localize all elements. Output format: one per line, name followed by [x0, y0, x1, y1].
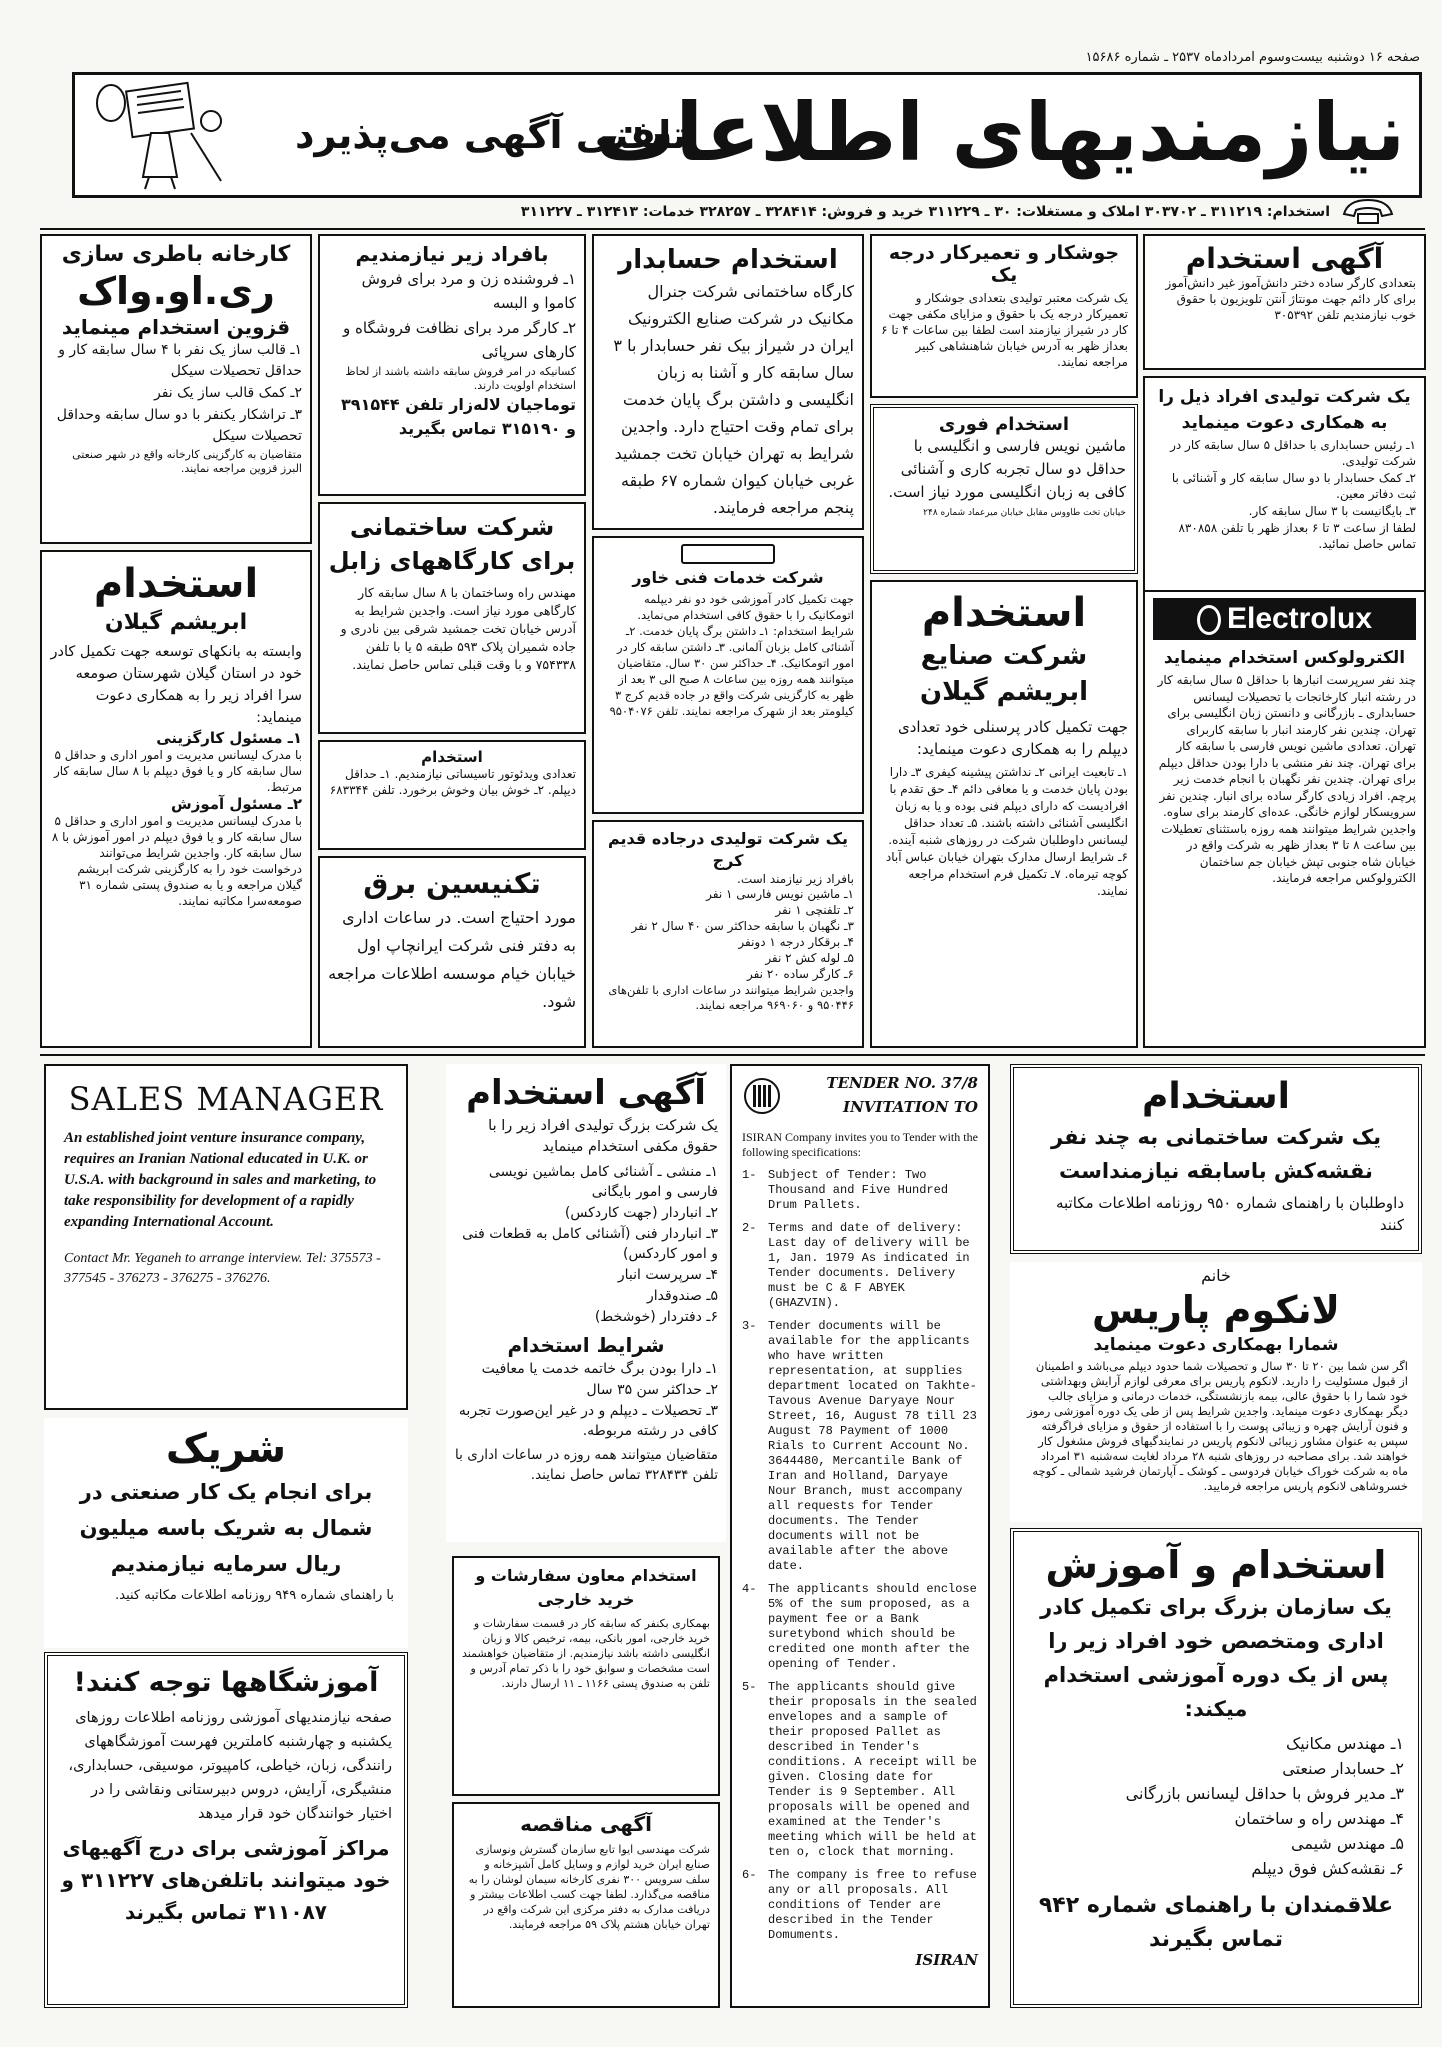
list-item: ۶ـ نقشه‌کش فوق دیپلم — [1251, 1859, 1404, 1878]
ad-footer: متقاضیان به کارگزینی کارخانه واقع در شهر صنعتی البرز قزوین مراجعه نمایند. — [72, 448, 302, 475]
ad-footer: متقاضیان میتوانند همه روزه در ساعات اداری با تلفن ۳۲۸۴۳۴ تماس حاصل نمایند. — [455, 1447, 718, 1483]
ad-body: برای انجام یک کار صنعتی در شمال به شریک باسه میلیون ریال سرمایه نیازمندیم — [79, 1480, 373, 1576]
ad-body: مهندس راه وساختمان با ۸ سال سابقه کار کارگاهی مورد نیاز است. واجدین شرایط به آدرس خیابان تخت جمشید شرقی بین نادری و جاده شمیران پلاک ۵۹۳ طبقه ۵ یا با تلفن ۷۵۴۳۳۸ و با وقت قبلی تماس حاصل نمایند. — [340, 585, 576, 672]
newspaper-reader-illustration — [91, 81, 231, 193]
tender-signature: ISIRAN — [915, 1951, 978, 1969]
tender-item — [742, 1221, 978, 1311]
item-number: 4- — [742, 1582, 757, 1596]
list-item: ۱ـ مهندس مکانیک — [1285, 1734, 1404, 1753]
list-item: ۵ـ لوله کش ۲ نفر — [765, 951, 854, 965]
item-text: The company is free to refuse any or all proposals. All conditions of Tender are described in the Tender Domuments. — [768, 1868, 977, 1942]
ad-address: خیابان تخت طاووس مقابل خیابان میرعماد شماره ۲۴۸ — [923, 508, 1126, 518]
ad-contact: Contact Mr. Yeganeh to arrange interview. Tel: 375573 - 377545 - 376273 - 376275 - 376276. — [64, 1251, 381, 1286]
ad-body: یک شرکت ساختمانی به چند نفر نقشه‌کش باسابقه نیازمنداست — [1051, 1125, 1381, 1183]
ad-title: شریک — [165, 1426, 287, 1472]
list-item: ۴ـ مهندس راه و ساختمان — [1234, 1809, 1404, 1828]
item-text: Tender documents will be available for the applicants who have written representation, at supplies department located on Takhte-Tavous Avenue Daryaye Nour Street, 16, August 78 till 23 August 78 Payment of 1000 Rials to Current Account No. 3644480, Mercantile Bank of Iran and Holland, Daryaye Nour Branch, must accompany all requests for Tender documents. The Tender documents will not be available after the above date. — [768, 1319, 977, 1573]
ad-estekhdam-amoozesh — [1010, 1528, 1422, 2008]
ad-title: تکنیسین برق — [363, 867, 541, 900]
ad-amoozeshgah — [44, 1652, 408, 2008]
ad-sharik — [44, 1418, 408, 1648]
ad-tolidi — [1143, 376, 1426, 614]
tender-item — [742, 1868, 978, 1943]
ad-intro: یک شرکت بزرگ تولیدی افراد زیر را با حقوق مکفی استخدام مینماید — [488, 1118, 718, 1155]
khavar-logo-icon — [681, 544, 775, 564]
list-item: با مدرک لیسانس مدیریت و امور اداری و حداقل ۵ سال سابقه کار و یا فوق دیپلم با ۸ سال سابقه کار مرتبط. — [53, 748, 302, 794]
ad-barq — [318, 856, 586, 1048]
ad-title: استخدام — [93, 561, 259, 607]
ad-intro: وابسته به بانکهای توسعه جهت تکمیل کادر خود در استان گیلان شهرستان صومعه سرا افراد زیر را به همکاری دعوت مینماید: — [50, 644, 302, 726]
list-item: ۲ـ انباردار (جهت کاردکس) — [564, 1205, 718, 1221]
ad-body: شرکت مهندسی ایوا تابع سازمان گسترش ونوسازی صنایع ایران خرید لوازم و وسایل کامل آشپزخانه و سلف سرویس ۳۰۰ نفری کارخانه سیمان لوشان را به مناقصه می‌گذارد. لطفا جهت کسب اطلاعات بیشتر و دریافت مدارک به دفتر مرکزی این شرکت واقع در تهران خیابان هشتم پلاک ۵۹ مراجعه فرمایند. — [468, 1843, 710, 1931]
ad-title: استخدام — [1142, 1076, 1290, 1117]
list-item: ۶ـ کارگر ساده ۲۰ نفر — [746, 967, 854, 981]
list-item: ۲ـ کمک قالب ساز یک نفر — [153, 385, 302, 401]
ad-body: ماشین نویس فارسی و انگلیسی با حداقل دو سال تجربه کاری و آشنائی کافی به زبان انگلیسی مورد نیاز است. — [888, 437, 1126, 501]
ad-title: آگهی استخدام — [466, 1073, 706, 1113]
ad-body: اگر سن شما بین ۲۰ تا ۳۰ سال و تحصیلات شما حدود دیپلم می‌باشد و اطمینان از قبول مسئولیت را دارید. لانکوم پاریس برای معرفی لوازم آرایش وبهداشتی خود شما را با حقوق عالی، بیمه بازنشستگی، خدمات درمانی و مزایای جالب دیگر بهمکاری دعوت مینماید. واجدین شرایط پس از طی یک دوره آموزشی رموز و فنون آرایش چهره و زیبائی پوست را با استفاده از حقوق و مزایای فراگرفته سپس به عنوان مشاور زیبائی لانکوم پاریس در نمایندگیهای فروش مشغول کار خواهند شد. برای مصاحبه در روزهای شنبه ۲۸ مرداد لغایت سه‌شنبه ۳۱ امرداد ماه به شرکت خوراک خیابان فردوسی ـ کوشک ـ آپارتمان فرشید شمالی ـ کوچه خسروشاهی لانکوم پاریس مراجعه فرمایید. — [1027, 1359, 1408, 1493]
ad-title: کارخانه باطری سازی — [61, 242, 291, 267]
ad-ibrisham-gilan — [870, 580, 1138, 1048]
ad-intro: یک سازمان بزرگ برای تکمیل کادر اداری ومتخصص خود افراد زیر را پس از یک دوره آموزشی استخدام میکند: — [1040, 1595, 1392, 1721]
ad-tolidi-karaj — [592, 820, 864, 1048]
ad-body: بتعدادی کارگر ساده دختر دانش‌آموز غیر دانش‌آموز برای کار دائم جهت مونتاژ آنتن تلویزیون با حقوق خوب نیازمندیم تلفن ۳۰۵۳۹۲ — [1165, 276, 1416, 322]
list-item: ۴ـ برقکار درجه ۱ دونفر — [738, 935, 854, 949]
ad-title: یک شرکت تولیدی افراد ذیل را به همکاری دعوت مینماید — [1158, 387, 1411, 433]
masthead-subtitle: تلفنی آگهی می‌پذیرد — [295, 113, 687, 157]
ad-title: استخدام — [421, 748, 483, 766]
ad-body: صفحه نیازمندیهای آموزشی روزنامه اطلاعات روزهای یکشنبه و چهارشنبه کاملترین فهرست آموزشگاههای رانندگی، زبان، خیاطی، کامپیوتر، موسیقی، حسابداری، منشیگری، آرایش، دروس دبیرستانی ونقاشی را در اختیار خوانندگان خود قرار میدهد — [68, 1710, 392, 1822]
ad-video — [318, 740, 586, 850]
tender-item — [742, 1582, 978, 1672]
ad-khadamat-khavar — [592, 536, 864, 814]
item-text: The applicants should give their proposals in the sealed envelopes and a sample of their proposed Pallet as described in Tender's conditions. A receipt will be given. Closing date for Tender is 9 September. All proposals will be opened and examined at the Tender's meeting which will be held at ten o, clock that morning. — [768, 1680, 977, 1859]
section-title: شرایط استخدام — [507, 1333, 665, 1357]
ad-title: استخدام معاون سفارشات و خرید خارجی — [475, 1566, 697, 1609]
ad-title: آگهی استخدام — [1185, 242, 1384, 275]
ad-footer: واجدین شرایط میتوانند در ساعات اداری با تلفن‌های ۹۵۰۴۴۶ و ۹۶۹۰۶۰ مراجعه نمایند. — [608, 983, 854, 1012]
list-item: ۳ـ مدیر فروش با حداقل لیسانس بازرگانی — [1125, 1784, 1404, 1803]
isiran-logo-icon — [742, 1076, 782, 1116]
list-item: ۱ـ مسئول کارگزینی — [156, 729, 302, 747]
ad-footer: داوطلبان با راهنمای شماره ۹۵۰ روزنامه اطلاعات مکاتبه کنند — [1055, 1194, 1404, 1234]
ad-agahi-estekhdam — [1143, 234, 1426, 370]
list-item: ۳ـ بایگانیست با ۳ سال سابقه کار. — [1248, 504, 1416, 518]
ad-title: استخدام فوری — [938, 414, 1070, 435]
ad-title: SALES MANAGER — [68, 1080, 384, 1118]
ad-moaven — [452, 1556, 720, 1796]
tender-intro: ISIRAN Company invites you to Tender with the following specifications: — [742, 1130, 978, 1159]
masthead — [72, 72, 1422, 198]
list-item: ۳ـ تراشکار یکنفر با دو سال سابقه وحداقل تحصیلات سیکل — [56, 407, 302, 444]
ad-body: چند نفر سرپرست انبارها با حداقل ۵ سال سابقه کار در رشته انبار کارخانجات با تحصیلات لیسانس حسابداری ـ بازرگانی و دانستن زبان انگلیسی برای تهران. چندین نفر کارمند انبار با سابقه کاربرای تهران. تعدادی ماشین نویس فارسی با سابقه کار برای تهران. چند نفر منشی با دارا بودن حداقل دیپلم برای تهران. چندین نفر نگهبان با انجام خدمت زیر پرچم. افراد زیادی کارگر ساده برای انبار. چندین نفر سرویسکار لوازم خانگی. عده‌ای کارمند برای ساوه. واجدین شرایط میتوانند همه روزه باستثنای تعطیلات بین ساعت ۸ تا ۳ بعداز ظهر به شرکت واقع در خیابان شاه جنوبی تپش خیابان جم ساختمان الکترولوکس مراجعه فرمایند. — [1157, 673, 1416, 885]
ad-note: کسانیکه در امر فروش سابقه داشته باشند از لحاظ استخدام اولویت دارند. — [345, 365, 576, 392]
ad-body: ۱ـ تابعیت ایرانی ۲ـ نداشتن پیشینه کیفری ۳ـ دارا بودن پایان خدمت و یا معافی دائم ۴ـ حق تقدم با افرادیست که دارای دیپلم فنی بوده و یا به زبان انگلیسی آشنائی داشته باشند. ۵ـ تعداد حداقل لیسانس داوطلبان شرکت در روزهای شنبه آینده. ۶ـ شرایط ارسال مدارک بتهران خیابان عباس آباد کوچه تیرماه. ۷ـ تکمیل فرم استخدام مراجعه نمایند. — [885, 765, 1128, 898]
top-rule — [40, 228, 1425, 230]
ad-sales-manager — [44, 1064, 408, 1410]
ad-gilan — [40, 550, 312, 1048]
brand-name: Electrolux — [1226, 602, 1373, 635]
list-item: ۲ـ کمک حسابدار با دو سال سابقه کار و آشنائی با ثبت دفاتر معین. — [1171, 471, 1416, 501]
masthead-title: نیازمندیهای اطلاعات — [595, 86, 1405, 179]
ad-title: لانکوم پاریس — [1092, 1288, 1340, 1332]
ad-footer: با راهنمای شماره ۹۴۹ روزنامه اطلاعات مکاتبه کنید. — [115, 1588, 394, 1603]
ad-contact: توماجیان لاله‌زار تلفن ۳۹۱۵۴۴ و ۳۱۵۱۹۰ تماس بگیرید — [341, 395, 576, 438]
ad-tender — [730, 1064, 990, 2008]
ad-footer: علاقمندان با راهنمای شماره ۹۴۲ تماس بگیرند — [1038, 1893, 1394, 1952]
phone-icon — [1340, 196, 1396, 226]
electrolux-logo — [1153, 598, 1416, 640]
ad-body: مورد احتیاج است. در ساعات اداری به دفتر فنی شرکت ایرانچاپ اول خیابان خیام موسسه اطلاعات مراجعه شود. — [328, 908, 576, 1011]
tender-invitation: INVITATION TO — [843, 1098, 978, 1116]
ad-company: شرکت صنایع ابریشم گیلان — [919, 641, 1089, 707]
list-item: ۳ـ نگهبان با سابقه حداکثر سن ۴۰ سال ۲ نفر — [631, 919, 854, 933]
list-item: ۱ـ دارا بودن برگ خاتمه خدمت یا معافیت — [481, 1361, 718, 1377]
ad-electrolux — [1143, 590, 1426, 1048]
ad-company: ابریشم گیلان — [104, 610, 248, 635]
ad-body: کارگاه ساختمانی شرکت جنرال مکانیک در شرکت صنایع الکترونیک ایران در شیراز بیک نفر حسابدار با ۳ سال سابقه کار و آشنا به زبان انگلیسی و داشتن برگ پایان خدمت برای تمام وقت احتیاج دارد. واجدین شرایط به تهران خیابان تخت جمشید غربی خیابان کیوان شماره ۶۷ طبقه پنجم مراجعه فرمایند. — [613, 282, 854, 517]
electrolux-logo-icon — [1197, 605, 1221, 635]
list-item: ۳ـ انباردار فنی (آشنائی کامل به قطعات فنی و امور کاردکس) — [462, 1226, 718, 1262]
item-text: Subject of Tender: Two Thousand and Five Hundred Drum Pallets. — [768, 1168, 949, 1212]
list-item: ۲ـ مسئول آموزش — [171, 795, 302, 813]
ad-intro: جهت تکمیل کادر پرسنلی خود تعدادی دیپلم را به همکاری دعوت مینماید: — [898, 718, 1128, 758]
ad-khanom: خانم — [1201, 1266, 1231, 1285]
item-number: 1- — [742, 1168, 757, 1182]
ad-title: جوشکار و تعمیرکار درجه یک — [888, 242, 1120, 286]
ad-subtitle: شمارا بهمکاری دعوت مینماید — [1093, 1335, 1339, 1355]
ad-zabol — [318, 502, 586, 734]
list-item: ۶ـ دفتردار (خوشخط) — [594, 1309, 718, 1325]
ad-agahi-big — [446, 1064, 726, 1542]
ad-title: آگهی مناقصه — [520, 1812, 652, 1836]
ad-intro: بافراد زیر نیازمند است. — [737, 872, 854, 886]
ad-title: شرکت خدمات فنی خاور — [632, 568, 824, 587]
ad-body: بهمکاری بکنفر که سابقه کار در قسمت سفارشات و خرید خارجی، امور بانکی، بیمه، ترخیص کالا و زبان انگلیسی داشته باشد نیازمندیم. از متقاضیان خواهشمند است مشخصات و سوابق خود را با ذکر تمام آدرس و تلفن به صندوق پستی ۱۱۶۶ ـ ۱۱ ارسال دارند. — [461, 1617, 710, 1690]
page-info: صفحه ۱۶ دوشنبه بیست‌وسوم امردادماه ۲۵۳۷ ـ شماره ۱۵۶۸۶ — [1085, 50, 1420, 65]
list-item: لطفا از ساعت ۳ تا ۶ بعداز ظهر با تلفن ۸۳۰۸۵۸ تماس حاصل نمائید. — [1178, 521, 1416, 551]
list-item: ۱ـ منشی ـ آشنائی کامل بماشین نویسی فارسی و امور بایگانی — [488, 1164, 718, 1200]
ad-title: استخدام — [921, 590, 1087, 636]
ad-body: An established joint venture insurance company, requires an Iranian National educated in U.K. or U.S.A. with background in sales and marketing, to take responsibility for development of a rapidly expanding International Account. — [64, 1130, 377, 1230]
list-item: ۳ـ تحصیلات ـ دیپلم و در غیر این‌صورت تجربه کافی در رشته مربوطه. — [458, 1403, 718, 1439]
item-number: 3- — [742, 1319, 757, 1333]
item-number: 5- — [742, 1680, 757, 1694]
list-item: ۱ـ ماشین نویس فارسی ۱ نفر — [706, 887, 854, 901]
list-item: ۵ـ مهندس شیمی — [1291, 1834, 1404, 1853]
ad-battery — [40, 234, 312, 544]
tender-item — [742, 1680, 978, 1860]
section-rule — [40, 1054, 1425, 1056]
list-item: ۱ـ فروشنده زن و مرد برای فروش کاموا و البسه — [361, 270, 576, 312]
list-item: ۱ـ قالب ساز یک نفر با ۴ سال سابقه کار و حداقل تحصیلات سیکل — [58, 342, 302, 379]
ad-title: الکترولوکس استخدام مینماید — [1163, 648, 1406, 668]
item-text: Terms and date of delivery: Last day of delivery will be 1, Jan. 1979 As indicated in Tender documents. Delivery must be C & F ABYEK (GHAZVIN). — [768, 1221, 970, 1310]
ad-estekhdam-fori — [870, 404, 1138, 574]
khavar-logo — [602, 544, 854, 568]
ad-body: جهت تکمیل کادر آموزشی خود دو نفر دیپلمه اتومکانیک را با حقوق کافی استخدام می‌نماید. شرایط استخدام: ۱ـ داشتن برگ پایان خدمت. ۲ـ آشنائی کامل بزبان آلمانی. ۳ـ داشتن سابقه کار در امور اتومکانیک. ۴ـ حداکثر سن ۳۰ سال. متقاضیان میتوانند همه روزه بین ساعات ۸ صبح الی ۳ بعد از ظهر به کارگزینی شرکت واقع در جاده قدیم کرج ۳ کیلومتر بعد از شهرک مراجعه نمایند. تلفن ۹۵۰۴۰۷۶ — [609, 592, 854, 718]
ad-title: یک شرکت تولیدی درجاده قدیم کرج — [608, 829, 848, 870]
list-item: ۲ـ حسابدار صنعتی — [1282, 1759, 1404, 1778]
ad-title: بافراد زیر نیازمندیم — [355, 242, 549, 266]
ad-title: شرکت ساختمانی برای کارگاههای زابل — [328, 513, 576, 575]
tender-item — [742, 1168, 978, 1213]
brand-name: ری.او.واک — [77, 269, 275, 313]
tender-number: TENDER NO. 37/8 — [826, 1074, 978, 1092]
ad-subtitle: قزوین استخدام مینماید — [61, 315, 291, 339]
ad-monaqese — [452, 1802, 720, 2008]
list-item: ۲ـ کارگر مرد برای نظافت فروشگاه و کارهای سرپائی — [343, 319, 576, 361]
ad-cta: مراکز آموزشی برای درج آگهیهای خود میتوانند باتلفن‌های ۳۱۱۲۲۷ و ۳۱۱۰۸۷ تماس بگیرند — [61, 1836, 391, 1924]
list-item: با مدرک لیسانس مدیریت و امور اداری و حداقل ۵ سال سابقه کار و یا فوق دیپلم در امور آموزش با ۸ سال سابقه کار. واجدین شرایط می‌توانند درخواست خود را به کارگزینی شرکت ابریشم گیلان مراجعه و یا به صندوق پستی شماره ۳۱ صومعه‌سرا مکاتبه نمایند. — [51, 814, 302, 908]
ad-bafrad — [318, 234, 586, 496]
ad-body: تعدادی ویدئوتور تاسیساتی نیازمندیم. ۱ـ حداقل دیپلم. ۲ـ خوش بیان وخوش برخورد. تلفن ۶۸۳۳۴۴ — [329, 767, 576, 797]
list-item: ۱ـ رئیس حسابداری با حداقل ۵ سال سابقه کار در شرکت تولیدی. — [1170, 438, 1416, 468]
item-text: The applicants should enclose 5% of the sum proposed, as a payment fee or a Bank suretybond which should be credited one month after the opening of Tender. — [768, 1582, 977, 1671]
item-number: 6- — [742, 1868, 757, 1882]
ad-hesabdar — [592, 234, 864, 530]
ad-body: یک شرکت معتبر تولیدی بتعدادی جوشکار و تعمیرکار درجه یک با حقوق و مزایای مکفی جهت کار در شیراز نیازمند است لطفا بین ساعات ۴ تا ۶ بعداز ظهر به آدرس خیابان شاهنشاهی کبیر مراجعه نمایند. — [881, 291, 1128, 369]
ad-jooshkar — [870, 234, 1138, 398]
phones-bar: استخدام: ۳۱۱۲۱۹ ـ ۳۰۳۷۰۲ املاک و مستغلات: ۳۰ ـ ۳۱۱۲۲۹ خرید و فروش: ۳۲۸۴۱۴ ـ ۳۲۸۲۵۷ خدمات: ۳۱۲۴۱۳ ـ ۳۱۱۲۲۷ — [520, 204, 1330, 220]
ad-title: آموزشگاهها توجه کنند! — [73, 1667, 379, 1698]
list-item: ۴ـ سرپرست انبار — [617, 1267, 718, 1283]
ad-lancome — [1010, 1262, 1422, 1522]
list-item: ۲ـ حداکثر سن ۳۵ سال — [586, 1382, 718, 1398]
tender-item — [742, 1319, 978, 1574]
list-item: ۲ـ تلفنچی ۱ نفر — [775, 903, 854, 917]
ad-naqshekesh — [1010, 1064, 1422, 1254]
list-item: ۵ـ صندوقدار — [647, 1288, 718, 1304]
item-number: 2- — [742, 1221, 757, 1235]
ad-title: استخدام و آموزش — [1045, 1543, 1387, 1587]
ad-title: استخدام حسابدار — [618, 245, 838, 275]
